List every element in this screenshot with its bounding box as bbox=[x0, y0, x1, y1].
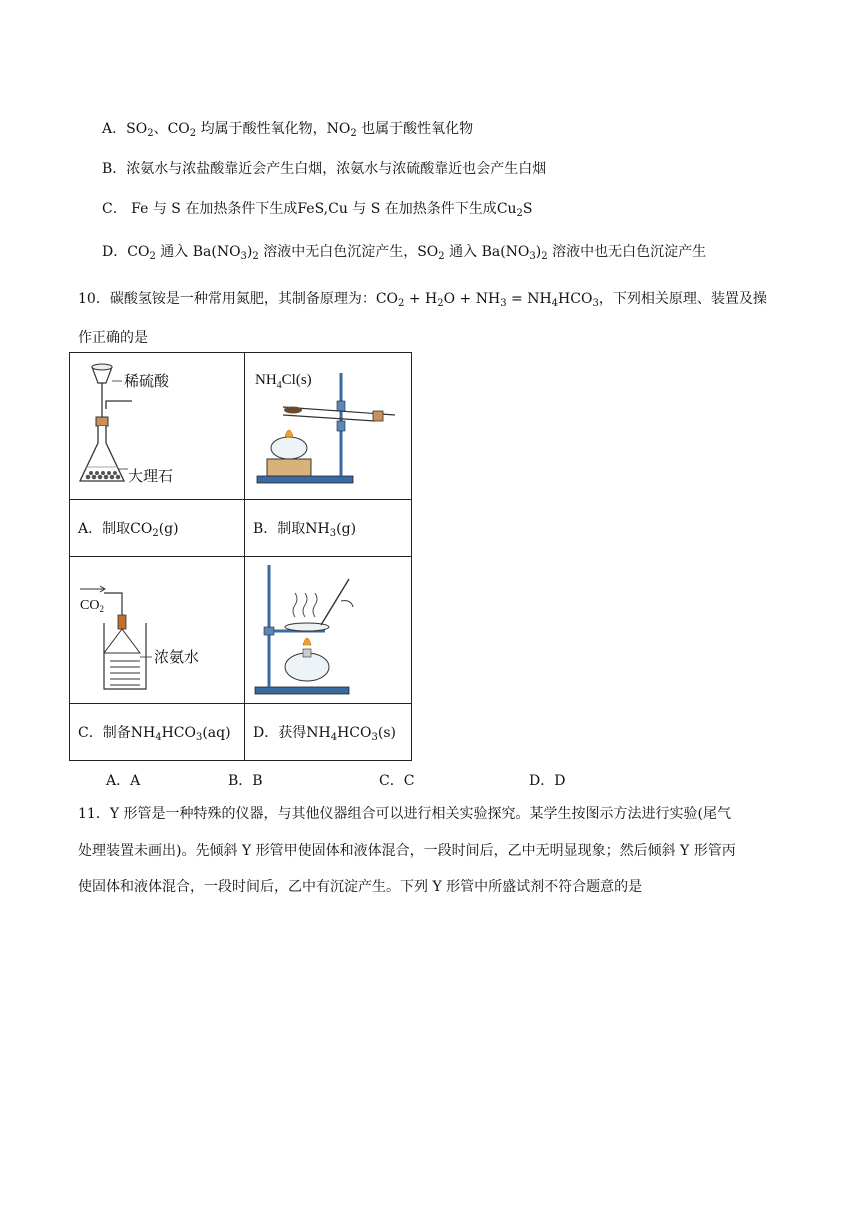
q9-option-d: D．$CO_2$ 通入 $Ba(NO_3)_2$ 溶液中无白色沉淀产生，$SO_2$ 通入 $Ba(NO_3)_2$ 溶液中也无白色沉淀产生 bbox=[102, 244, 707, 262]
figure-b-cell bbox=[245, 353, 412, 500]
q11-line1: 11．Y 形管是一种特殊的仪器，与其他仪器组合可以进行相关实验探究。某学生按图示方法进行实验(尾气 bbox=[78, 806, 731, 822]
q10-option-d[interactable]: D．D bbox=[529, 773, 566, 789]
q11-line3: 使固体和液体混合，一段时间后，乙中有沉淀产生。下列 Y 形管中所盛试剂不符合题意的是 bbox=[78, 879, 643, 895]
q10-stem-line1: 10．碳酸氢铵是一种常用氮肥，其制备原理为：$CO_2 + H_2O + NH_3 = NH_4HCO_3$，下列相关原理、装置及操 bbox=[78, 291, 767, 309]
figure-a-flask bbox=[70, 353, 244, 499]
figure-a-cell bbox=[70, 353, 245, 500]
cell-c-label: C．制备$NH_4HCO_3(aq)$ bbox=[70, 704, 245, 761]
figure-b-label: $NH_4Cl(s)$ bbox=[255, 372, 312, 391]
figure-c-co2-label: $CO_2$ bbox=[80, 598, 104, 614]
q10-option-c[interactable]: C．C bbox=[379, 773, 415, 789]
cell-a-label: A．制取$CO_2(g)$ bbox=[70, 500, 245, 557]
apparatus-table bbox=[69, 352, 412, 761]
figure-c-cell bbox=[70, 557, 245, 704]
q9-option-a: A．$SO_2$、$CO_2$ 均属于酸性氧化物，$NO_2$ 也属于酸性氧化物 bbox=[102, 121, 474, 139]
figure-c-label-ammonia: 浓氨水 bbox=[154, 648, 200, 666]
figure-d-cell bbox=[245, 557, 412, 704]
figure-a-label-acid: 稀硫酸 bbox=[124, 372, 170, 390]
q9-option-c: C． Fe 与 S 在加热条件下生成FeS,Cu 与 S 在加热条件下生成$Cu_2S$ bbox=[102, 201, 533, 219]
cell-b-label: B．制取$NH_3(g)$ bbox=[245, 500, 412, 557]
q10-stem-line2: 作正确的是 bbox=[78, 330, 148, 346]
figure-a-label-marble: 大理石 bbox=[128, 467, 174, 485]
figure-c-beaker bbox=[70, 557, 244, 703]
q10-answer-options bbox=[0, 770, 860, 790]
q9-option-b: B．浓氨水与浓盐酸靠近会产生白烟，浓氨水与浓硫酸靠近也会产生白烟 bbox=[102, 161, 547, 177]
q11-line2: 处理装置未画出)。先倾斜 Y 形管甲使固体和液体混合，一段时间后，乙中无明显现象；然后倾斜 Y 形管丙 bbox=[78, 843, 736, 859]
q10-option-a[interactable]: A．A bbox=[106, 773, 141, 789]
q10-option-b[interactable]: B．B bbox=[228, 773, 263, 789]
figure-b-apparatus bbox=[245, 353, 411, 499]
figure-d-evaporation bbox=[245, 557, 411, 703]
cell-d-label: D．获得$NH_4HCO_3(s)$ bbox=[245, 704, 412, 761]
